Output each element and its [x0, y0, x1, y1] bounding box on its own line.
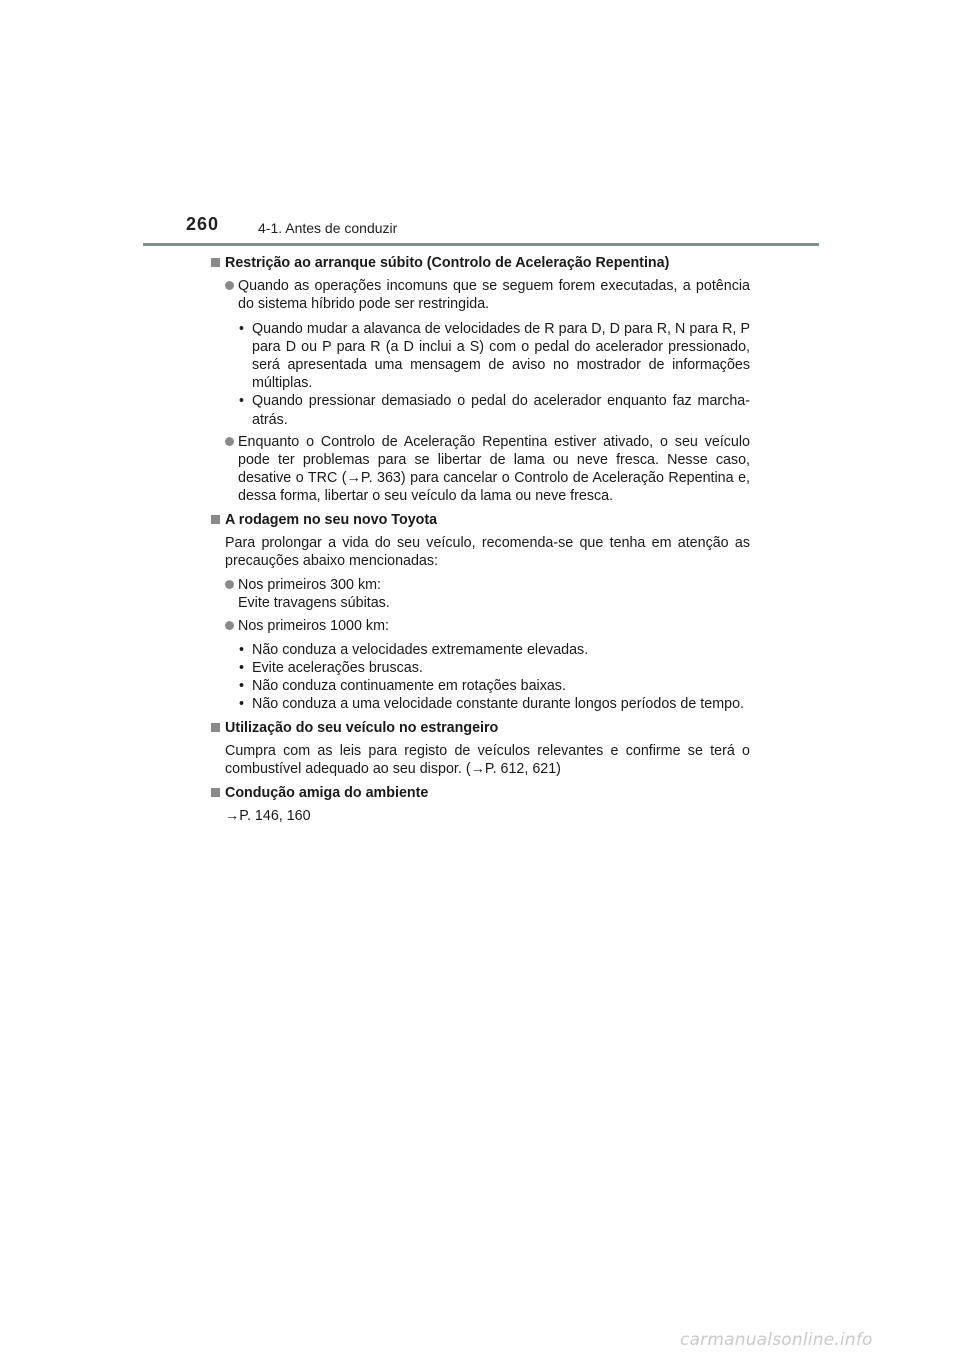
section-heading: [210, 254, 750, 272]
list-item-text-cont: P. 363) para cancelar o Controlo de Aceleração Repentina e, dessa forma, libertar o seu veículo da lama ou neve fresca.: [238, 470, 750, 505]
section-heading: [210, 511, 750, 529]
sub-list: [210, 320, 750, 429]
sub-item-text: Evite acelerações bruscas.: [252, 660, 423, 677]
circle-bullet-icon: [225, 580, 234, 589]
section-heading-text: Restrição ao arranque súbito (Controlo de Aceleração Repentina): [225, 255, 670, 271]
sub-item-text: Quando mudar a alavanca de velocidades de R para D, D para R, N para R, P para D ou P para R (a D inclui a S) com o pedal do acelerador pressionado, será apresentada uma mensagem de aviso no mostrador de informações múltiplas.: [252, 320, 750, 392]
sub-item-text: Não conduza a velocidades extremamente elevadas.: [252, 641, 589, 658]
body-paragraph: [210, 742, 750, 778]
square-bullet-icon: [211, 788, 220, 797]
sub-list: [210, 641, 750, 714]
bullet-icon: •: [239, 641, 245, 658]
list-item-text: Enquanto o Controlo de Aceleração Repentina estiver ativado, o seu veículo pode ter problemas para se libertar de lama ou neve fresca. Nesse caso, desative o TRC (: [238, 433, 750, 487]
body-text-cont: P. 612, 621): [484, 761, 561, 778]
list-item-text-line2: Evite travagens súbitas.: [238, 595, 390, 612]
section-heading-text: Condução amiga do ambiente: [225, 785, 429, 802]
arrow-icon: →: [225, 808, 240, 825]
body-text: Cumpra com as leis para registo de veículos relevantes e confirme se terá o combustível adequado ao seu dispor. (: [225, 742, 750, 778]
sub-item: [210, 392, 750, 428]
list-item-text: Nos primeiros 300 km:: [238, 577, 382, 594]
sub-item: [210, 677, 750, 695]
reference-link[interactable]: P. 146, 160: [239, 808, 311, 825]
square-bullet-icon: [211, 258, 220, 267]
arrow-icon: →: [346, 470, 361, 487]
page-header: [0, 0, 960, 250]
bullet-icon: •: [239, 696, 245, 713]
sub-item-text: Não conduza a uma velocidade constante durante longos períodos de tempo.: [252, 696, 744, 713]
list-item-text: Quando as operações incomuns que se seguem forem executadas, a potência do sistema híbrido pode ser restringida.: [238, 278, 750, 313]
section-heading: [210, 784, 750, 802]
sub-item-text: Não conduza continuamente em rotações baixas.: [252, 678, 566, 695]
bullet-icon: •: [239, 320, 245, 337]
bullet-icon: •: [239, 393, 245, 410]
list-item: [210, 617, 750, 635]
arrow-icon: →: [470, 761, 485, 778]
circle-bullet-icon: [225, 621, 234, 630]
section-heading: [210, 719, 750, 737]
page-reference: [210, 807, 750, 825]
sub-item: [210, 320, 750, 393]
circle-bullet-icon: [225, 281, 234, 290]
section-heading-text: A rodagem no seu novo Toyota: [225, 511, 438, 528]
list-item: [210, 576, 750, 612]
circle-bullet-icon: [225, 437, 234, 446]
section-sudden-start: [210, 254, 750, 506]
header-divider: [143, 243, 819, 246]
watermark-logo: carmanualsonline.info: [680, 1330, 873, 1350]
bullet-icon: •: [239, 678, 245, 695]
section-eco-driving: [210, 784, 750, 825]
page-number: 260: [186, 214, 220, 234]
list-item: [210, 277, 750, 313]
list-item-text: Nos primeiros 1000 km:: [238, 617, 389, 634]
sub-item: [210, 641, 750, 659]
sub-item: [210, 659, 750, 677]
section-title: 4-1. Antes de conduzir: [258, 220, 398, 236]
list-item: [210, 433, 750, 506]
intro-paragraph: Para prolongar a vida do seu veículo, recomenda-se que tenha em atenção as precauções abaixo mencionadas:: [225, 534, 750, 570]
bullet-icon: •: [239, 660, 245, 677]
section-heading-text: Utilização do seu veículo no estrangeiro: [225, 719, 499, 736]
sub-item-text: Quando pressionar demasiado o pedal do acelerador enquanto faz marcha-atrás.: [252, 393, 750, 428]
section-abroad: [210, 719, 750, 779]
square-bullet-icon: [211, 515, 220, 524]
section-break-in: [210, 511, 750, 714]
page-content: [210, 254, 750, 831]
sub-item: [210, 695, 750, 713]
square-bullet-icon: [211, 723, 220, 732]
